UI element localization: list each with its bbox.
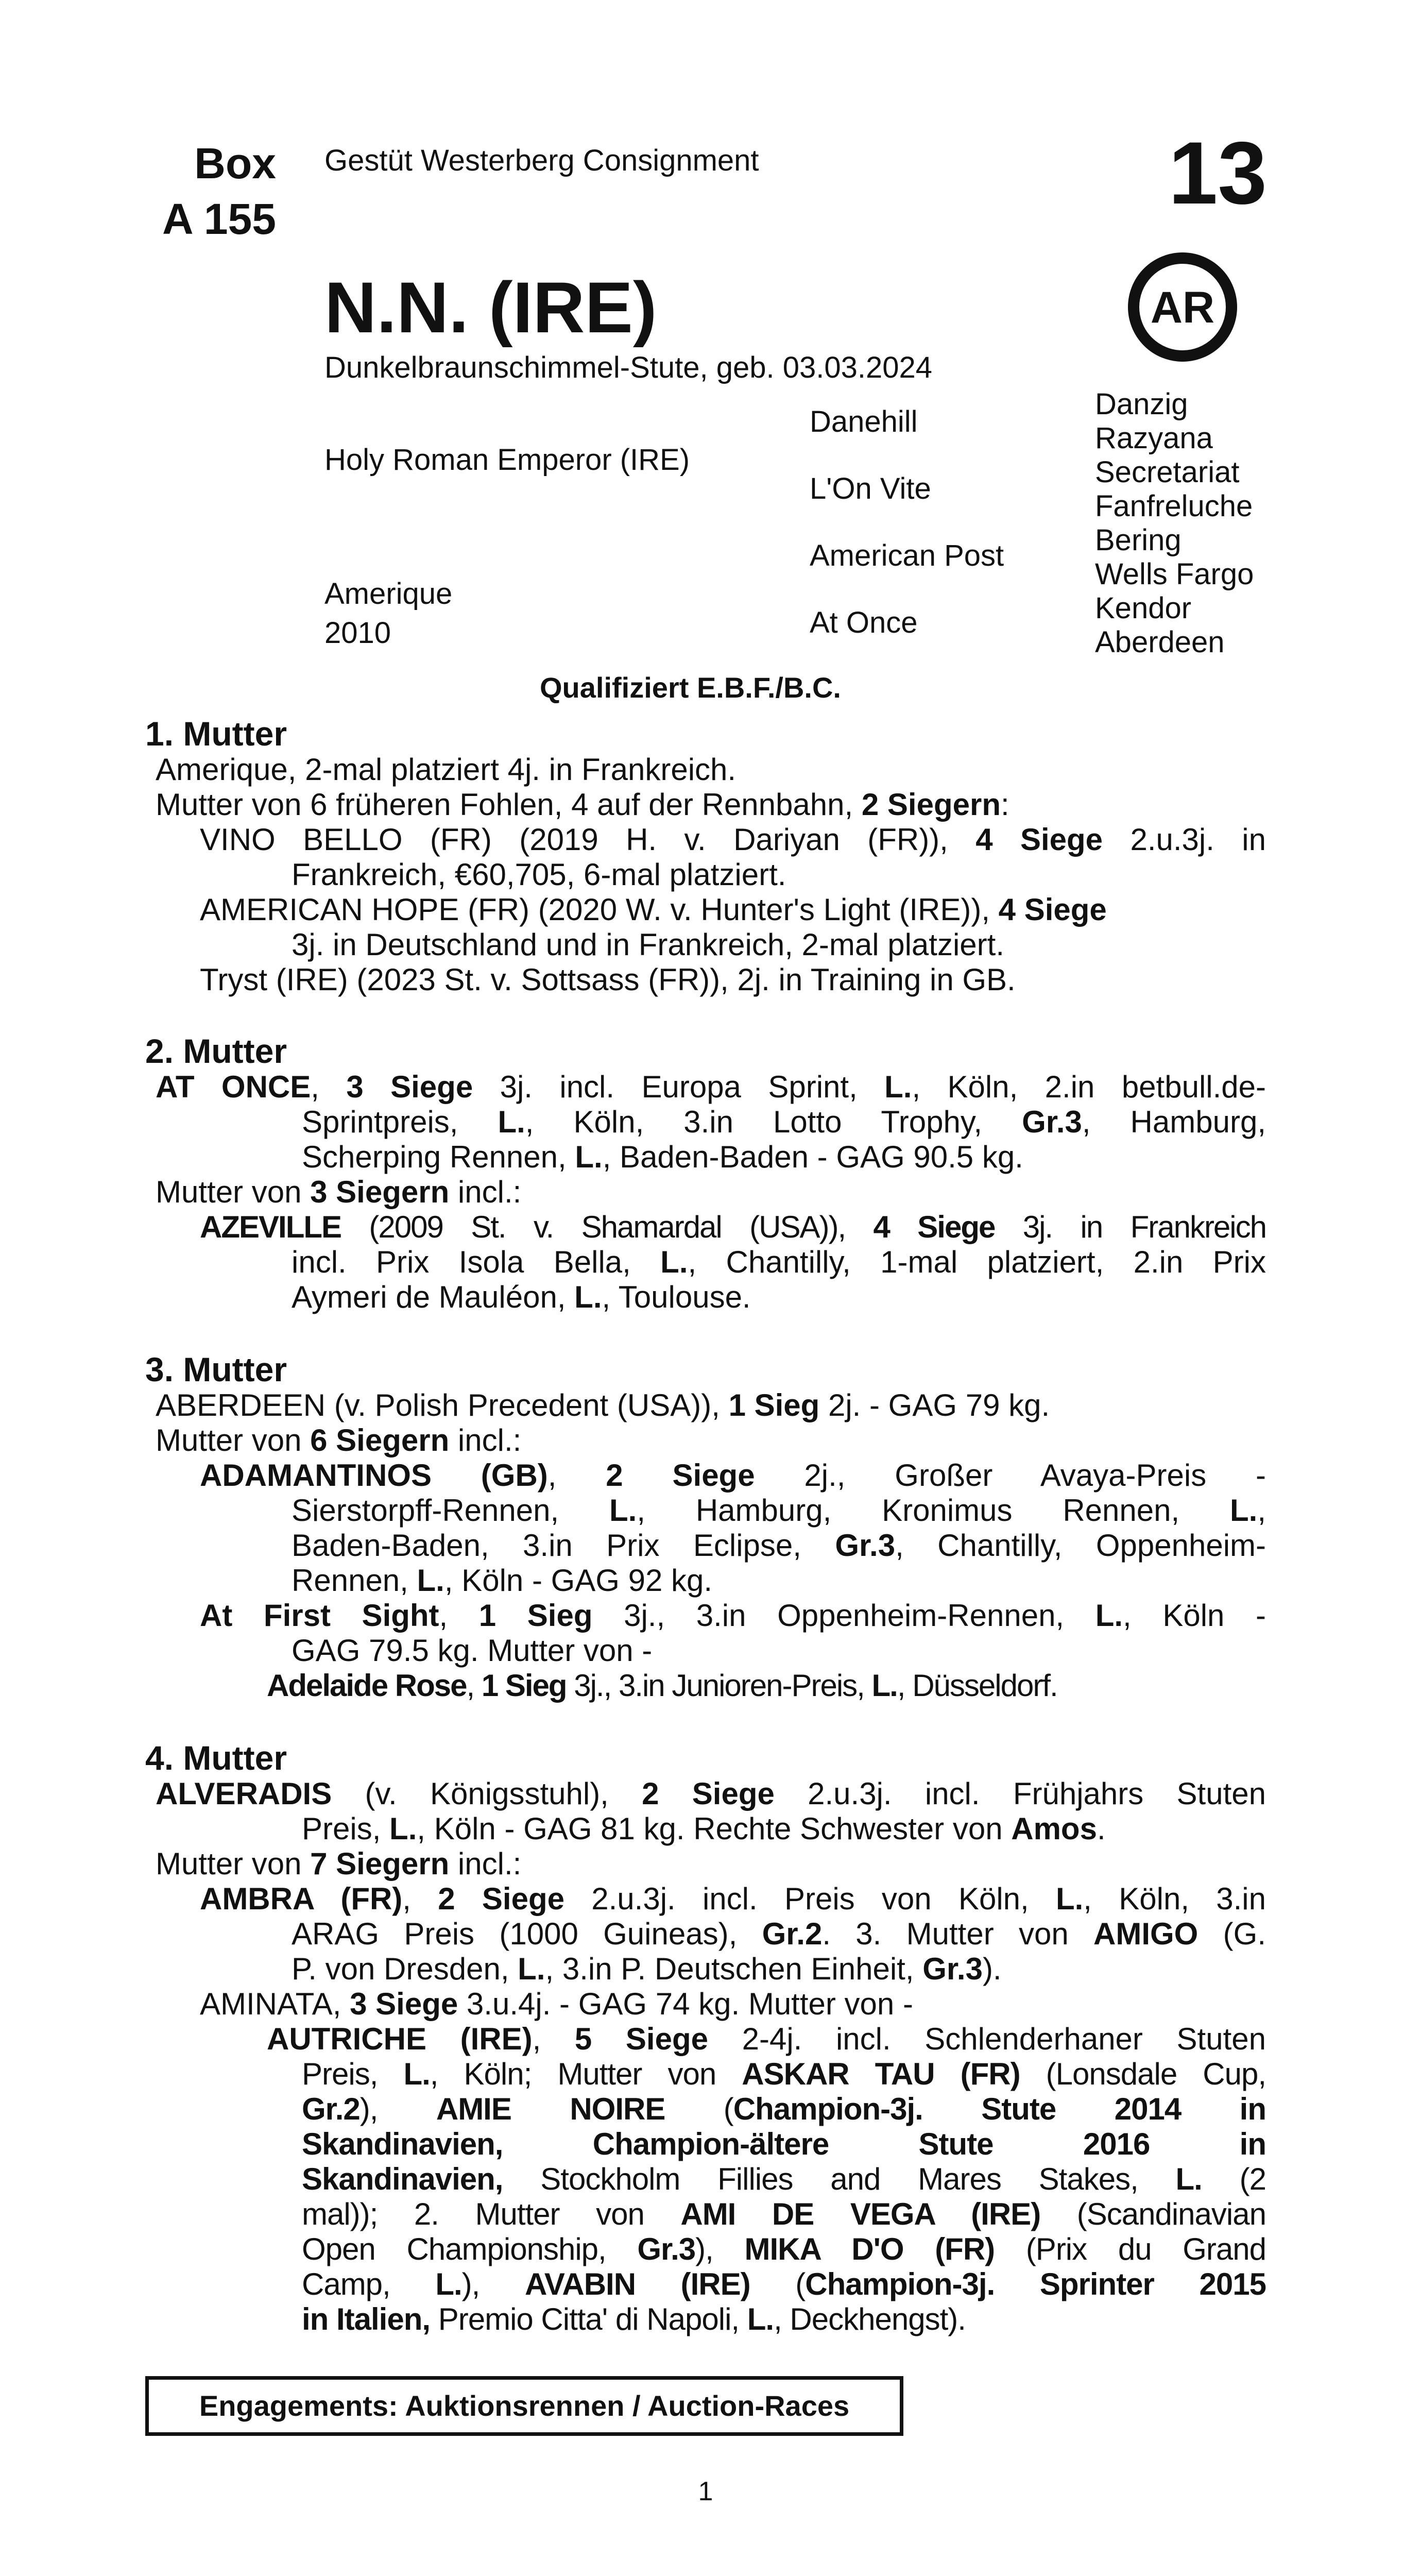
progeny-entry-cont: GAG 79.5 kg. Mutter von - [292,1633,653,1668]
dam-entry-cont: Sprintpreis, L., Köln, 3.in Lotto Trophy, Gr.3, Hamburg, [302,1105,1266,1139]
progeny-entry-cont: Camp, L.), AVABIN (IRE) (Champion-3j. Sprinter 2015 [302,2267,1266,2301]
progeny-entry: Tryst (IRE) (2023 St. v. Sottsass (FR)), 2j. in Training in GB. [200,962,1016,997]
box-number: A 155 [162,195,276,243]
box-label: Box [194,139,276,188]
horse-description: Dunkelbraunschimmel-Stute, geb. 03.03.2024 [324,351,933,384]
progeny-entry-cont: Rennen, L., Köln - GAG 92 kg. [292,1563,713,1598]
pedigree-dam: Amerique [324,577,453,611]
progeny-entry: VINO BELLO (FR) (2019 H. v. Dariyan (FR)), 4 Siege 2.u.3j. in [200,822,1266,857]
pedigree-sire: Holy Roman Emperor (IRE) [324,443,690,477]
pedigree-grandparent: At Once [810,606,918,639]
section-heading: 2. Mutter [145,1032,287,1070]
dam-record: Amerique, 2-mal platziert 4j. in Frankreich. [156,752,737,787]
progeny-entry-cont: Open Championship, Gr.3), MIKA D'O (FR) (Prix du Grand [302,2232,1266,2266]
progeny-entry: AZEVILLE (2009 St. v. Shamardal (USA)), 4 Siege 3j. in Frankreich [200,1210,1266,1244]
progeny-entry-cont: Sierstorpff-Rennen, L., Hamburg, Kronimus Rennen, L., [292,1493,1266,1528]
pedigree-great-grandparent: Kendor [1095,591,1192,625]
ar-badge-icon: AR [1128,252,1237,362]
pedigree-great-grandparent: Razyana [1095,421,1213,455]
progeny-entry-cont: Baden-Baden, 3.in Prix Eclipse, Gr.3, Chantilly, Oppenheim- [292,1528,1266,1563]
lot-number: 13 [1168,124,1267,223]
progeny-summary: Mutter von 3 Siegern incl.: [156,1175,522,1209]
progeny-entry: AUTRICHE (IRE), 5 Siege 2-4j. incl. Schlenderhaner Stuten [267,2022,1266,2056]
dam-entry: ALVERADIS (v. Königsstuhl), 2 Siege 2.u.3j. incl. Frühjahrs Stuten [156,1776,1266,1811]
progeny-summary: Mutter von 6 früheren Fohlen, 4 auf der Rennbahn, 2 Siegern: [156,787,1009,822]
dam-entry: ABERDEEN (v. Polish Precedent (USA)), 1 Sieg 2j. - GAG 79 kg. [156,1388,1050,1422]
progeny-entry: At First Sight, 1 Sieg 3j., 3.in Oppenheim-Rennen, L., Köln - [200,1598,1266,1633]
progeny-entry: Adelaide Rose, 1 Sieg 3j., 3.in Junioren-Preis, L., Düsseldorf. [267,1668,1057,1703]
pedigree-great-grandparent: Danzig [1095,387,1188,421]
progeny-entry-cont: Frankreich, €60,705, 6-mal platziert. [292,857,786,892]
progeny-entry-cont: Skandinavien, Stockholm Fillies and Mares Stakes, L. (2 [302,2162,1266,2196]
dam-entry-cont: Preis, L., Köln - GAG 81 kg. Rechte Schwester von Amos. [302,1811,1106,1846]
progeny-entry-cont: P. von Dresden, L., 3.in P. Deutschen Einheit, Gr.3). [292,1952,1002,1986]
progeny-entry-cont: Aymeri de Mauléon, L., Toulouse. [292,1280,751,1314]
dam-entry: AT ONCE, 3 Siege 3j. incl. Europa Sprint, L., Köln, 2.in betbull.de- [156,1070,1266,1104]
engagements-box: Engagements: Auktionsrennen / Auction-Races [145,2376,903,2436]
pedigree-great-grandparent: Wells Fargo [1095,557,1254,591]
pedigree-great-grandparent: Bering [1095,523,1182,557]
section-heading: 1. Mutter [145,715,287,753]
progeny-entry: AMERICAN HOPE (FR) (2020 W. v. Hunter's Light (IRE)), 4 Siege [200,892,1107,927]
progeny-summary: Mutter von 6 Siegern incl.: [156,1423,522,1458]
progeny-entry-cont: incl. Prix Isola Bella, L., Chantilly, 1-mal platziert, 2.in Prix [292,1245,1266,1279]
pedigree-grandparent: L'On Vite [810,472,931,505]
progeny-entry-cont: mal)); 2. Mutter von AMI DE VEGA (IRE) (Scandinavian [302,2197,1266,2231]
section-heading: 3. Mutter [145,1350,287,1388]
progeny-summary: Mutter von 7 Siegern incl.: [156,1846,522,1881]
horse-name: N.N. (IRE) [324,267,657,348]
progeny-entry-cont: Skandinavien, Champion-ältere Stute 2016 in [302,2127,1266,2161]
progeny-entry-cont: ARAG Preis (1000 Guineas), Gr.2. 3. Mutter von AMIGO (G. [292,1917,1266,1951]
progeny-entry: AMBRA (FR), 2 Siege 2.u.3j. incl. Preis von Köln, L., Köln, 3.in [200,1882,1266,1916]
progeny-entry-cont: Preis, L., Köln; Mutter von ASKAR TAU (FR) (Lonsdale Cup, [302,2057,1266,2091]
progeny-entry: ADAMANTINOS (GB), 2 Siege 2j., Großer Avaya-Preis - [200,1458,1266,1493]
pedigree-grandparent: American Post [810,539,1004,572]
pedigree-great-grandparent: Aberdeen [1095,625,1225,659]
pedigree-dam-year: 2010 [324,616,391,650]
progeny-entry-cont: in Italien, Premio Citta' di Napoli, L., Deckhengst). [302,2302,966,2336]
pedigree-grandparent: Danehill [810,405,918,438]
pedigree-great-grandparent: Fanfreluche [1095,489,1253,523]
consignor-name: Gestüt Westerberg Consignment [324,144,759,177]
progeny-entry-cont: Gr.2), AMIE NOIRE (Champion-3j. Stute 2014 in [302,2092,1266,2126]
qualification-note: Qualifiziert E.B.F./B.C. [540,671,841,704]
progeny-entry-cont: 3j. in Deutschland und in Frankreich, 2-mal platziert. [292,927,1004,962]
section-heading: 4. Mutter [145,1739,287,1777]
dam-entry-cont: Scherping Rennen, L., Baden-Baden - GAG 90.5 kg. [302,1140,1023,1174]
pedigree-great-grandparent: Secretariat [1095,455,1240,489]
page-number: 1 [698,2477,713,2506]
progeny-entry: AMINATA, 3 Siege 3.u.4j. - GAG 74 kg. Mutter von - [200,1987,913,2021]
